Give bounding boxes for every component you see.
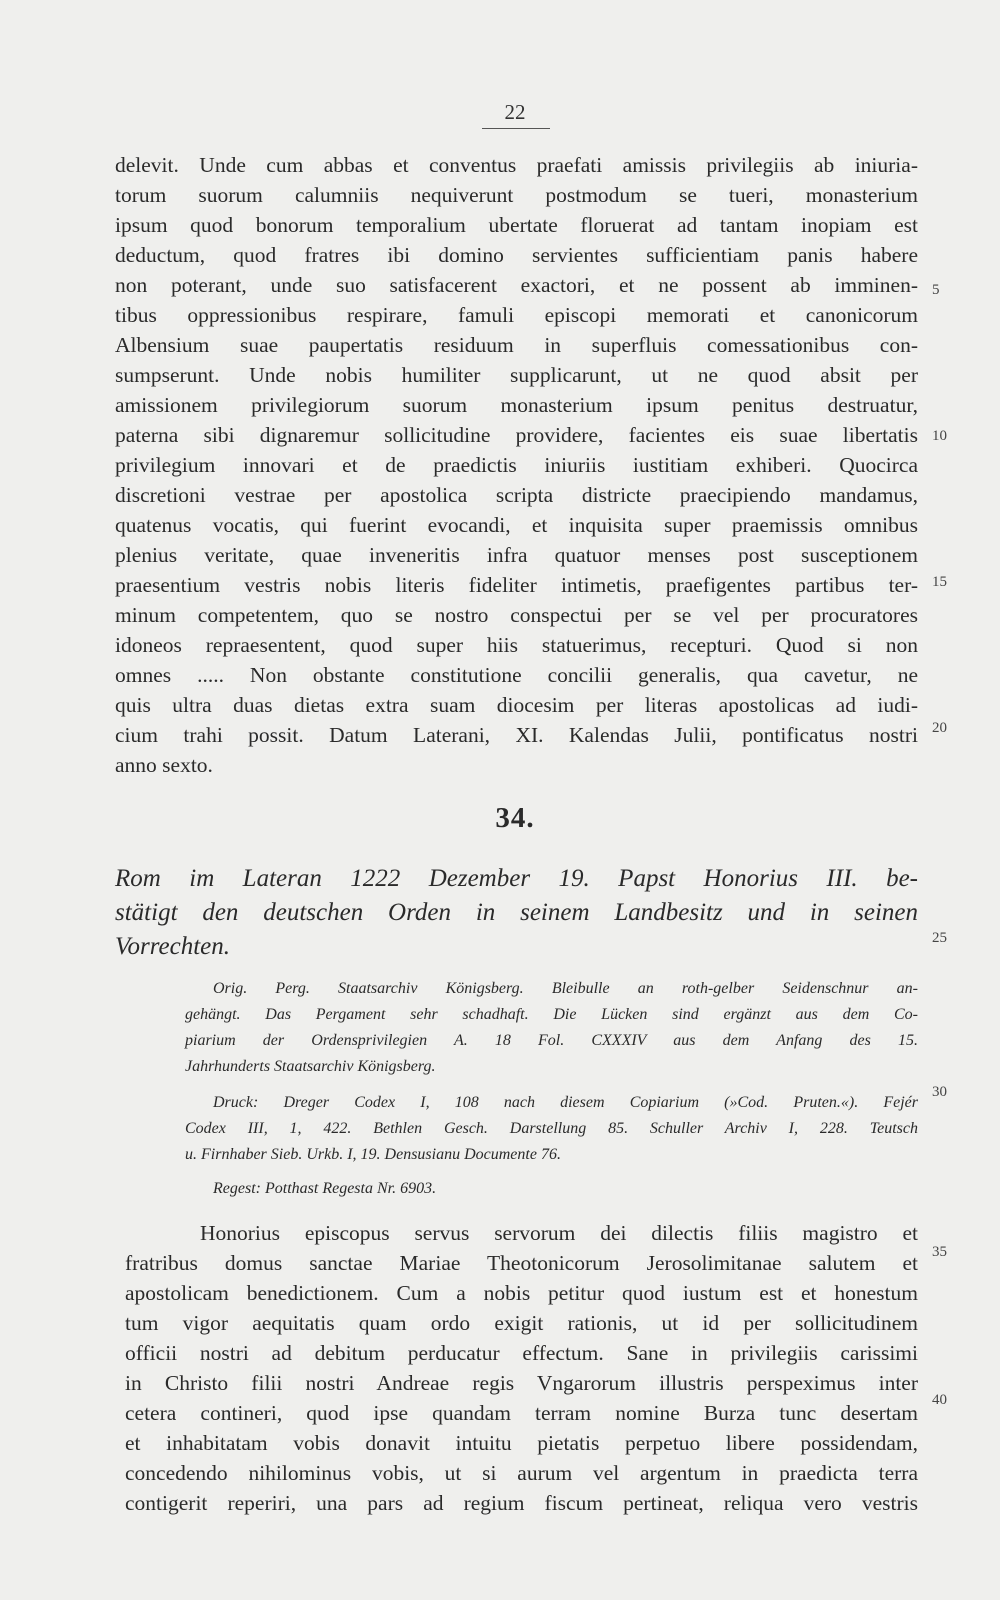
text-line: quis ultra duas dietas extra suam diocesim per literas apostolicas ad iudi-	[115, 693, 918, 717]
print-note-line: Codex III, 1, 422. Bethlen Gesch. Darstellung 85. Schuller Archiv I, 228. Teutsch	[185, 1120, 918, 1137]
text-line: plenius veritate, quae inveneritis infra quatuor menses post susceptionem	[115, 543, 918, 567]
line-number: 5	[932, 282, 940, 298]
text-line: amissionem privilegiorum suorum monasterium ipsum penitus destruatur,	[115, 393, 918, 417]
text-line: sumpserunt. Unde nobis humiliter supplicarunt, ut ne quod absit per	[115, 363, 918, 387]
body-line: cetera contineri, quod ipse quandam terram nomine Burza tunc desertam	[125, 1401, 918, 1425]
section-title-line: stätigt den deutschen Orden in seinem Landbesitz und in seinen	[115, 899, 918, 926]
source-note-line: gehängt. Das Pergament sehr schadhaft. Die Lücken sind ergänzt aus dem Co-	[185, 1006, 918, 1023]
text-line: praesentium vestris nobis literis fideliter intimetis, praefigentes partibus ter-	[115, 573, 918, 597]
text-line: paterna sibi dignaremur sollicitudine providere, facientes eis suae libertatis	[115, 423, 918, 447]
body-line: et inhabitatam vobis donavit intuitu pietatis perpetuo libere possidendam,	[125, 1431, 918, 1455]
line-number: 35	[932, 1244, 947, 1260]
source-note-line: Orig. Perg. Staatsarchiv Königsberg. Bleibulle an roth-gelber Seidenschnur an-	[213, 980, 918, 997]
text-line: ipsum quod bonorum temporalium ubertate floruerat ad tantam inopiam est	[115, 213, 918, 237]
body-line: tum vigor aequitatis quam ordo exigit rationis, ut id per sollicitudinem	[125, 1311, 918, 1335]
source-note-line: Jahrhunderts Staatsarchiv Königsberg.	[185, 1058, 436, 1075]
print-note-line: u. Firnhaber Sieb. Urkb. I, 19. Densusianu Documente 76.	[185, 1146, 561, 1163]
text-line: privilegium innovari et de praedictis iniuriis iustitiam exhiberi. Quocirca	[115, 453, 918, 477]
text-line: discretioni vestrae per apostolica scripta districte praecipiendo mandamus,	[115, 483, 918, 507]
body-line: fratribus domus sanctae Mariae Theotonicorum Jerosolimitanae salutem et	[125, 1251, 918, 1275]
body-line: Honorius episcopus servus servorum dei dilectis filiis magistro et	[200, 1221, 918, 1245]
page-number: 22	[504, 100, 526, 124]
text-line: tibus oppressionibus respirare, famuli episcopi memorati et canonicorum	[115, 303, 918, 327]
text-line: quatenus vocatis, qui fuerint evocandi, et inquisita super praemissis omnibus	[115, 513, 918, 537]
line-number: 20	[932, 720, 947, 736]
body-line: concedendo nihilominus vobis, ut si aurum vel argentum in praedicta terra	[125, 1461, 918, 1485]
line-number: 30	[932, 1084, 947, 1100]
line-number: 40	[932, 1392, 947, 1408]
line-number: 15	[932, 574, 947, 590]
text-line: cium trahi possit. Datum Laterani, XI. Kalendas Julii, pontificatus nostri	[115, 723, 918, 747]
source-note-line: piarium der Ordensprivilegien A. 18 Fol. CXXXIV aus dem Anfang des 15.	[185, 1032, 918, 1049]
text-line: omnes ..... Non obstante constitutione concilii generalis, qua cavetur, ne	[115, 663, 918, 687]
regest-note-line: Regest: Potthast Regesta Nr. 6903.	[213, 1180, 437, 1197]
body-line: apostolicam benedictionem. Cum a nobis petitur quod iustum est et honestum	[125, 1281, 918, 1305]
body-line: in Christo filii nostri Andreae regis Vngarorum illustris perspeximus inter	[125, 1371, 918, 1395]
text-line: deductum, quod fratres ibi domino servientes sufficientiam panis habere	[115, 243, 918, 267]
text-line: idoneos repraesentent, quod super hiis statuerimus, recepturi. Quod si non	[115, 633, 918, 657]
section-title-line: Vorrechten.	[115, 933, 231, 960]
text-line: non poterant, unde suo satisfacerent exactori, et ne possent ab imminen-	[115, 273, 918, 297]
page-number-rule	[482, 128, 550, 129]
text-line: delevit. Unde cum abbas et conventus praefati amissis privilegiis ab iniuria-	[115, 153, 918, 177]
print-note-line: Druck: Dreger Codex I, 108 nach diesem Copiarium (»Cod. Pruten.«). Fejér	[213, 1094, 918, 1111]
line-number: 10	[932, 428, 947, 444]
section-title-line: Rom im Lateran 1222 Dezember 19. Papst Honorius III. be-	[115, 865, 918, 892]
text-line: anno sexto.	[115, 753, 213, 777]
body-line: contigerit reperiri, una pars ad regium fiscum pertineat, reliqua vero vestris	[125, 1491, 918, 1515]
body-line: officii nostri ad debitum perducatur effectum. Sane in privilegiis carissimi	[125, 1341, 918, 1365]
text-line: Albensium suae paupertatis residuum in superfluis comessationibus con-	[115, 333, 918, 357]
line-number: 25	[932, 930, 947, 946]
text-line: minum competentem, quo se nostro conspectui per se vel per procuratores	[115, 603, 918, 627]
section-number: 34.	[495, 802, 535, 834]
text-line: torum suorum calumniis nequiverunt postmodum se tueri, monasterium	[115, 183, 918, 207]
